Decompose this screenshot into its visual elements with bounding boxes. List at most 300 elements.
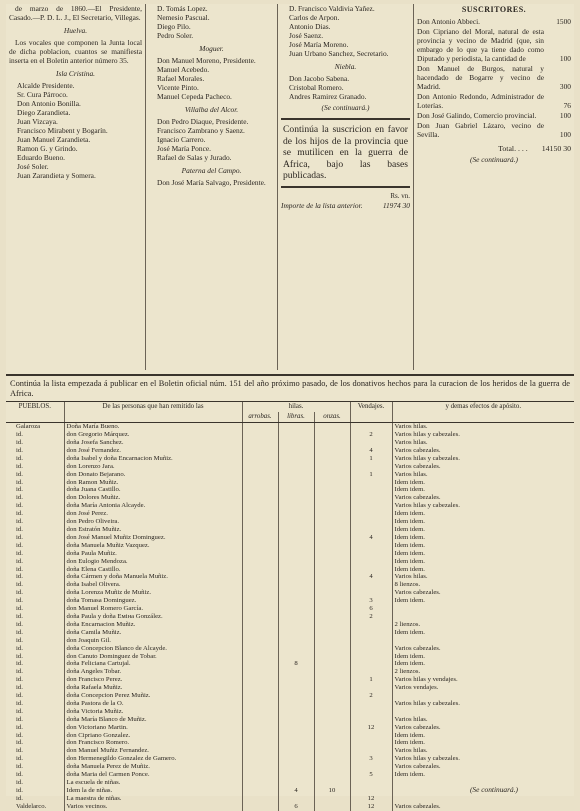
list-item: Don Pedro Diaque, Presidente. xyxy=(157,117,249,126)
vendajes-cell: 3 xyxy=(350,755,392,763)
onzas-cell xyxy=(314,668,350,676)
list-item: Don Jacobo Sabena. xyxy=(289,74,350,83)
total-label: Total. . . . xyxy=(498,144,528,153)
persona-cell: don Cipriano Gonzalez. xyxy=(64,732,242,740)
pueblo-cell: id. xyxy=(16,692,23,700)
vendajes-cell xyxy=(350,581,392,589)
efectos-cell: Varios hilas. xyxy=(392,439,574,447)
pueblo-cell: id. xyxy=(16,557,23,565)
vendajes-cell xyxy=(350,439,392,447)
vendajes-cell: 2 xyxy=(350,431,392,439)
persona-cell: don Estratón Muñiz. xyxy=(64,526,242,534)
vendajes-cell xyxy=(350,763,392,771)
arrobas-cell xyxy=(242,518,278,526)
arrobas-cell xyxy=(242,455,278,463)
table-row xyxy=(6,471,574,479)
efectos-cell: Idem idem. xyxy=(392,526,574,534)
table-row xyxy=(6,573,574,581)
list-item: Ignacio Carrero. xyxy=(157,135,206,144)
names-list-isla xyxy=(9,81,142,180)
donations-table xyxy=(6,401,574,810)
subscriber-name: Don Juan Gabriel Lázaro, vecino de Sevilla. xyxy=(417,121,544,139)
libras-cell xyxy=(278,486,314,494)
persona-cell: doña Pastora de la O. xyxy=(64,700,242,708)
arrobas-cell xyxy=(242,787,278,795)
list-item: José María Moreno. xyxy=(289,40,349,49)
pueblo-cell: id. xyxy=(16,454,23,462)
arrobas-cell xyxy=(242,534,278,542)
libras-cell xyxy=(278,581,314,589)
pueblo-cell: id. xyxy=(16,771,23,779)
persona-cell: don Manuel Romero García. xyxy=(64,605,242,613)
donations-section xyxy=(6,374,574,810)
vendajes-cell xyxy=(350,558,392,566)
table-row xyxy=(6,526,574,534)
vendajes-cell: 2 xyxy=(350,613,392,621)
vendajes-cell xyxy=(350,510,392,518)
pueblo-cell: id. xyxy=(16,478,23,486)
libras-cell xyxy=(278,542,314,550)
header-pueblos: PUEBLOS. xyxy=(6,402,64,412)
efectos-cell: Varios hilas y cabezales. xyxy=(392,431,574,439)
arrobas-cell xyxy=(242,439,278,447)
libras-cell xyxy=(278,455,314,463)
libras-cell xyxy=(278,771,314,779)
efectos-cell: Idem idem. xyxy=(392,597,574,605)
efectos-cell xyxy=(392,613,574,621)
persona-cell: doña Isabel Olivera. xyxy=(64,581,242,589)
libras-cell xyxy=(278,558,314,566)
list-item: Ramon G. y Grindo. xyxy=(17,144,78,153)
subscriber-entry xyxy=(417,121,571,139)
arrobas-cell xyxy=(242,795,278,803)
onzas-cell xyxy=(314,763,350,771)
libras-cell xyxy=(278,621,314,629)
arrobas-cell xyxy=(242,739,278,747)
libras-cell xyxy=(278,550,314,558)
libras-cell xyxy=(278,637,314,645)
efectos-cell: Varios hilas. xyxy=(392,471,574,479)
pueblo-cell: id. xyxy=(16,723,23,731)
table-row xyxy=(6,494,574,502)
persona-cell: don Manuel Muñiz Fernandez. xyxy=(64,747,242,755)
persona-cell: don Francisco Romero. xyxy=(64,739,242,747)
efectos-cell: Idem idem. xyxy=(392,629,574,637)
names-list-top-c3 xyxy=(281,4,410,58)
onzas-cell xyxy=(314,653,350,661)
table-row xyxy=(6,645,574,653)
place-heading-paterna: Paterna del Campo. xyxy=(181,166,242,175)
pueblo-cell: id. xyxy=(16,573,23,581)
onzas-cell xyxy=(314,621,350,629)
table-row xyxy=(6,439,574,447)
onzas-cell xyxy=(314,550,350,558)
column-3 xyxy=(278,4,414,370)
table-row xyxy=(6,771,574,779)
libras-cell xyxy=(278,534,314,542)
pueblo-cell: id. xyxy=(16,755,23,763)
libras-cell xyxy=(278,605,314,613)
vendajes-cell: 1 xyxy=(350,471,392,479)
vendajes-cell xyxy=(350,621,392,629)
libras-cell xyxy=(278,716,314,724)
efectos-cell: Varios hilas y vendajes. xyxy=(392,676,574,684)
persona-cell: don José Manuel Muñiz Dominguez. xyxy=(64,534,242,542)
table-row xyxy=(6,708,574,716)
vendajes-cell xyxy=(350,739,392,747)
onzas-cell xyxy=(314,637,350,645)
pueblo-cell: id. xyxy=(16,715,23,723)
names-list-moguer xyxy=(149,56,274,101)
libras-cell xyxy=(278,763,314,771)
top-section xyxy=(6,4,574,370)
list-item: Cristobal Romero. xyxy=(289,83,344,92)
pueblo-cell: id. xyxy=(16,526,23,533)
onzas-cell xyxy=(314,700,350,708)
arrobas-cell xyxy=(242,573,278,581)
vendajes-cell: 1 xyxy=(350,676,392,684)
onzas-cell xyxy=(314,455,350,463)
pueblo-cell: id. xyxy=(16,731,23,739)
table-row xyxy=(6,684,574,692)
list-item: Antonio Dias. xyxy=(289,22,331,31)
pueblo-cell: id. xyxy=(16,786,23,794)
list-item: Manuel Cepeda Pacheco. xyxy=(157,92,232,101)
header-onzas: onzas. xyxy=(314,412,350,422)
arrobas-cell xyxy=(242,629,278,637)
table-row xyxy=(6,566,574,574)
pueblo-cell: id. xyxy=(16,628,23,636)
pueblo-cell: id. xyxy=(16,439,23,447)
table-row xyxy=(6,486,574,494)
persona-cell: don Pedro Oliveira. xyxy=(64,518,242,526)
pueblo-cell: id. xyxy=(16,699,23,707)
onzas-cell xyxy=(314,463,350,471)
subscriber-entry xyxy=(417,64,571,91)
vendajes-cell xyxy=(350,747,392,755)
header-libras: libras. xyxy=(278,412,314,422)
table-row xyxy=(6,621,574,629)
vendajes-cell xyxy=(350,526,392,534)
table-row xyxy=(6,700,574,708)
arrobas-cell xyxy=(242,613,278,621)
efectos-cell: Idem idem. xyxy=(392,550,574,558)
onzas-cell xyxy=(314,534,350,542)
efectos-cell: Varios cabezales. xyxy=(392,724,574,732)
continues-note-c3: (Se continuará.) xyxy=(321,103,370,112)
list-item: Andres Ramirez Granado. xyxy=(289,92,367,101)
table-row xyxy=(6,692,574,700)
vendajes-cell xyxy=(350,653,392,661)
libras-cell xyxy=(278,518,314,526)
efectos-cell: Idem idem. xyxy=(392,534,574,542)
persona-cell: doña Victoria Muñiz. xyxy=(64,708,242,716)
persona-cell: don Hermenegildo Gonzalez de Gamero. xyxy=(64,755,242,763)
arrobas-cell xyxy=(242,558,278,566)
onzas-cell xyxy=(314,724,350,732)
libras-cell xyxy=(278,471,314,479)
arrobas-cell xyxy=(242,581,278,589)
onzas-cell xyxy=(314,558,350,566)
efectos-cell: Varios cabezales. xyxy=(392,447,574,455)
efectos-cell: Idem idem. xyxy=(392,542,574,550)
subscriber-name: Don Antonio Abbeci. xyxy=(417,17,481,26)
vendajes-cell: 5 xyxy=(350,771,392,779)
table-row xyxy=(6,605,574,613)
persona-cell: doña Encarnacion Muñiz. xyxy=(64,621,242,629)
donations-intro: Continúa la lista empezada á publicar en el Boletin oficial núm. 151 del año próximo pasado, de los donativos hechos para la curacion de los heridos de la guerra de Africa. xyxy=(10,379,570,399)
vendajes-cell xyxy=(350,629,392,637)
efectos-cell xyxy=(392,605,574,613)
vendajes-cell xyxy=(350,518,392,526)
currency-label: Rs. vn. xyxy=(390,191,410,200)
onzas-cell xyxy=(314,542,350,550)
vendajes-cell xyxy=(350,684,392,692)
pueblo-cell: id. xyxy=(16,707,23,715)
persona-cell: doña Lorenza Muñiz de Muñiz. xyxy=(64,589,242,597)
arrobas-cell xyxy=(242,653,278,661)
subscriber-name: Don Antonio Redondo, Administrador de Loterías. xyxy=(417,92,544,110)
onzas-cell xyxy=(314,716,350,724)
arrobas-cell xyxy=(242,486,278,494)
previous-total-value: 11974 30 xyxy=(382,200,410,210)
table-row xyxy=(6,755,574,763)
vendajes-cell xyxy=(350,700,392,708)
persona-cell: doña Paula Muñiz. xyxy=(64,550,242,558)
vendajes-cell xyxy=(350,463,392,471)
list-item: Alcalde Presidente. xyxy=(17,81,75,90)
onzas-cell: 10 xyxy=(314,787,350,795)
list-item: Carlos de Arpon. xyxy=(289,13,340,22)
table-row xyxy=(6,581,574,589)
list-item: Don Manuel Moreno, Presidente. xyxy=(157,56,256,65)
libras-cell xyxy=(278,668,314,676)
continues-note-table: (Se continuará.) xyxy=(469,785,518,794)
persona-cell: don Dolores Muñiz. xyxy=(64,494,242,502)
vendajes-cell: 12 xyxy=(350,795,392,803)
libras-cell xyxy=(278,423,314,431)
header-efectos: y demas efectos de apósito. xyxy=(392,402,574,412)
libras-cell xyxy=(278,724,314,732)
persona-cell: doña Paula y doña Eміна González. xyxy=(64,613,242,621)
vendajes-cell xyxy=(350,486,392,494)
list-item: D. Francisco Valdivia Yañez. xyxy=(289,4,375,13)
previous-total-line xyxy=(281,201,410,210)
libras-cell xyxy=(278,502,314,510)
onzas-cell xyxy=(314,629,350,637)
vendajes-cell xyxy=(350,645,392,653)
arrobas-cell xyxy=(242,660,278,668)
vendajes-cell xyxy=(350,589,392,597)
onzas-cell xyxy=(314,692,350,700)
list-item: D. Tomás Lopez. xyxy=(157,4,208,13)
onzas-cell xyxy=(314,605,350,613)
onzas-cell xyxy=(314,755,350,763)
onzas-cell xyxy=(314,645,350,653)
persona-cell: don Joaquin Gil. xyxy=(64,637,242,645)
onzas-cell xyxy=(314,589,350,597)
efectos-cell: Varios cabezales. xyxy=(392,463,574,471)
arrobas-cell xyxy=(242,803,278,811)
efectos-cell: Varios hilas. xyxy=(392,716,574,724)
libras-cell xyxy=(278,431,314,439)
efectos-cell: Varios hilas y cabezales. xyxy=(392,502,574,510)
persona-cell: Doña María Bueno. xyxy=(64,423,242,431)
table-row xyxy=(6,613,574,621)
subscriber-name: Don José Galindo, Comercio provincial. xyxy=(417,111,537,120)
list-item: Don José María Salvago, Presidente. xyxy=(157,178,266,187)
pueblo-cell: Galaroza xyxy=(16,423,41,431)
efectos-cell: Varios cabezales. xyxy=(392,803,574,811)
efectos-cell: 8 lienzos. xyxy=(392,581,574,589)
table-row xyxy=(6,803,574,811)
vendajes-cell: 2 xyxy=(350,692,392,700)
persona-cell: doña María Antonia Alcayde. xyxy=(64,502,242,510)
list-item: Pedro Soler. xyxy=(157,31,194,40)
table-row xyxy=(6,763,574,771)
arrobas-cell xyxy=(242,423,278,431)
pueblo-cell: id. xyxy=(16,431,23,439)
subscriber-entry xyxy=(417,111,571,120)
arrobas-cell xyxy=(242,716,278,724)
pueblo-cell: id. xyxy=(16,652,23,660)
efectos-cell: Idem idem. xyxy=(392,486,574,494)
arrobas-cell xyxy=(242,724,278,732)
arrobas-cell xyxy=(242,645,278,653)
libras-cell xyxy=(278,684,314,692)
header-vendajes: Vendajes. xyxy=(350,402,392,412)
table-row xyxy=(6,502,574,510)
onzas-cell xyxy=(314,581,350,589)
pueblo-cell: id. xyxy=(16,612,23,620)
arrobas-cell xyxy=(242,550,278,558)
arrobas-cell xyxy=(242,510,278,518)
names-list-top-c2 xyxy=(149,4,274,40)
table-row xyxy=(6,795,574,803)
persona-cell: doña Isabel y doña Encarnacion Muñiz. xyxy=(64,455,242,463)
list-item: Rafael Morales. xyxy=(157,74,205,83)
arrobas-cell xyxy=(242,692,278,700)
libras-cell xyxy=(278,795,314,803)
efectos-cell: Idem idem. xyxy=(392,566,574,574)
names-list-niebla xyxy=(281,74,410,101)
efectos-cell: 2 lienzos. xyxy=(392,668,574,676)
persona-cell: La maestra de niñas. xyxy=(64,795,242,803)
table-row xyxy=(6,660,574,668)
efectos-cell: Idem idem. xyxy=(392,739,574,747)
list-item: Nemesio Pascual. xyxy=(157,13,210,22)
subscriber-amount: 1500 xyxy=(556,17,571,26)
header-personas: De las personas que han remitido las xyxy=(64,402,242,412)
arrobas-cell xyxy=(242,700,278,708)
libras-cell xyxy=(278,739,314,747)
opening-text: de marzo de 1860.—El Presidente, Casado.—P. D. L. J., El Secretario, Villegas. xyxy=(9,4,142,22)
arrobas-cell xyxy=(242,463,278,471)
pueblo-cell: id. xyxy=(16,620,23,628)
subscriber-entry xyxy=(417,17,571,26)
paragraph-huelva: Los vocales que componen la Junta local de dicha poblacion, cuantos se manifiesta inserta en el Boletin anterior número 35. xyxy=(9,38,142,65)
arrobas-cell xyxy=(242,668,278,676)
onzas-cell xyxy=(314,423,350,431)
subscription-notice-box: Continúa la suscricion en favor de los hijos de la provincia que se mutilicen en la guerra de Africa, bajo las bases publicadas. xyxy=(281,118,410,188)
onzas-cell xyxy=(314,486,350,494)
persona-cell: doña Maria del Carmen Ponce. xyxy=(64,771,242,779)
arrobas-cell xyxy=(242,637,278,645)
libras-cell xyxy=(278,708,314,716)
arrobas-cell xyxy=(242,542,278,550)
arrobas-cell xyxy=(242,526,278,534)
vendajes-cell xyxy=(350,787,392,795)
vendajes-cell: 1 xyxy=(350,455,392,463)
libras-cell xyxy=(278,589,314,597)
subscribers-heading: SUSCRITORES. xyxy=(461,5,527,14)
onzas-cell xyxy=(314,471,350,479)
table-row xyxy=(6,668,574,676)
header-hilas: hilas. xyxy=(242,402,350,412)
onzas-cell xyxy=(314,779,350,787)
pueblo-cell: id. xyxy=(16,779,23,786)
vendajes-cell xyxy=(350,668,392,676)
persona-cell: doña Camila Muñiz. xyxy=(64,629,242,637)
pueblo-cell: id. xyxy=(16,605,23,613)
list-item: Diego Pilo. xyxy=(157,22,191,31)
table-row xyxy=(6,629,574,637)
arrobas-cell xyxy=(242,566,278,574)
vendajes-cell: 12 xyxy=(350,724,392,732)
vendajes-cell: 6 xyxy=(350,605,392,613)
efectos-cell: Varios cabezales. xyxy=(392,494,574,502)
libras-cell xyxy=(278,629,314,637)
names-list-paterna xyxy=(149,178,274,187)
libras-cell xyxy=(278,439,314,447)
pueblo-cell: id. xyxy=(16,794,23,802)
vendajes-cell xyxy=(350,542,392,550)
place-heading-huelva: Huelva. xyxy=(63,26,88,35)
persona-cell: Idem la de niñas. xyxy=(64,787,242,795)
table-row xyxy=(6,542,574,550)
libras-cell xyxy=(278,692,314,700)
list-item: Juan Urbano Sanchez, Secretario. xyxy=(289,49,389,58)
efectos-cell: Varios hilas. xyxy=(392,573,574,581)
onzas-cell xyxy=(314,739,350,747)
libras-cell xyxy=(278,510,314,518)
pueblo-cell: id. xyxy=(16,565,23,573)
vendajes-cell xyxy=(350,779,392,787)
list-item: Juan Zarandieta y Somera. xyxy=(17,171,96,180)
efectos-cell: 2 lienzos. xyxy=(392,621,574,629)
table-row xyxy=(6,510,574,518)
pueblo-cell: id. xyxy=(16,644,23,652)
subscriber-name: Don Cipriano del Moral, natural de esta provincia y vecino de Madrid (que, sin embargo de lo que ya tiene dado como Diputado y periodista, la cantidad de xyxy=(417,27,544,63)
list-item: Francisco Zambrano y Saenz. xyxy=(157,126,245,135)
onzas-cell xyxy=(314,747,350,755)
onzas-cell xyxy=(314,518,350,526)
arrobas-cell xyxy=(242,447,278,455)
names-list-villalba xyxy=(149,117,274,162)
efectos-cell: Idem idem. xyxy=(392,732,574,740)
list-item: Vicente Pinto. xyxy=(157,83,199,92)
pueblo-cell: id. xyxy=(16,597,23,605)
onzas-cell xyxy=(314,431,350,439)
onzas-cell xyxy=(314,597,350,605)
pueblo-cell: id. xyxy=(16,510,23,518)
libras-cell xyxy=(278,447,314,455)
vendajes-cell: 3 xyxy=(350,597,392,605)
pueblo-cell: id. xyxy=(16,470,23,478)
libras-cell xyxy=(278,779,314,787)
subscriber-amount: 76 xyxy=(563,101,571,110)
table-row xyxy=(6,739,574,747)
